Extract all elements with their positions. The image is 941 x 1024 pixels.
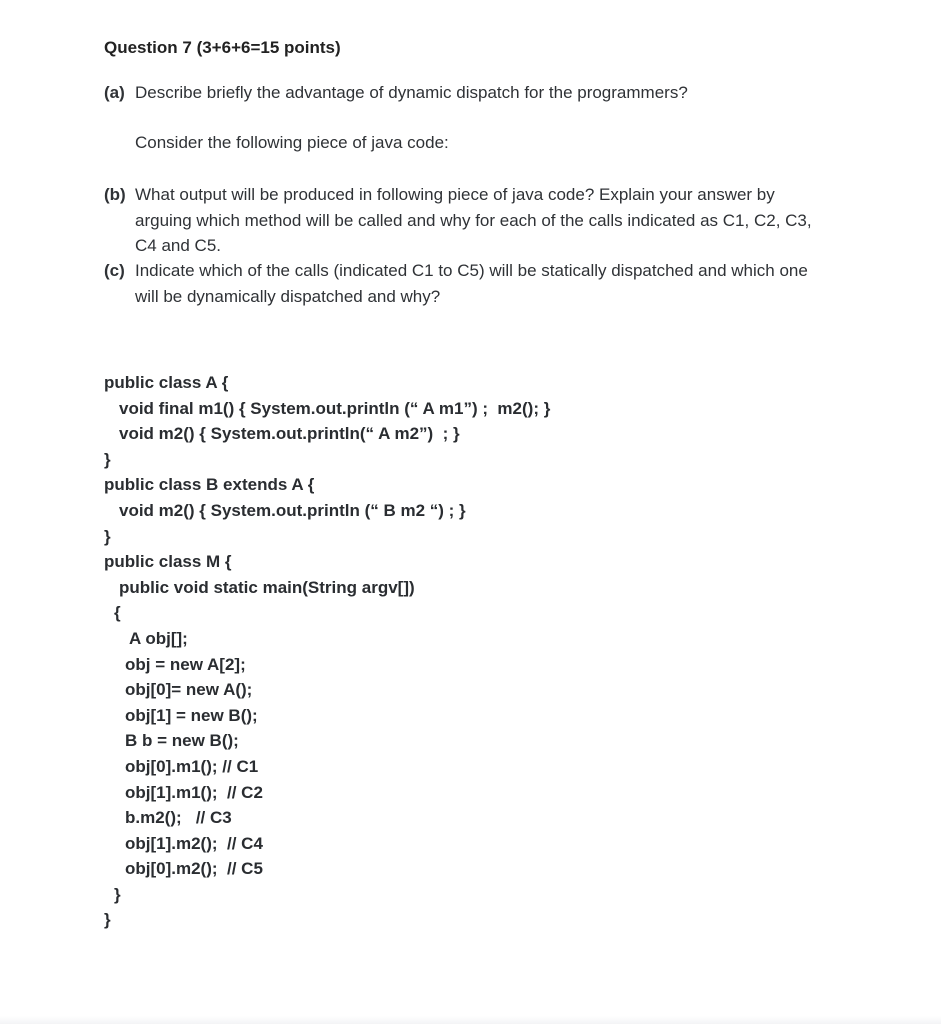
code-line: obj[1] = new B(); <box>125 706 258 725</box>
page-bottom-shade <box>0 1016 941 1024</box>
code-line: } <box>104 910 111 929</box>
code-line: public class A { <box>104 373 229 392</box>
part-text-line: will be dynamically dispatched and why? <box>135 286 441 306</box>
code-line: void final m1() { System.out.println (“ A m1”) ; m2(); } <box>119 399 551 418</box>
part-text-line: C4 and C5. <box>135 236 221 255</box>
code-line: void m2() { System.out.println(“ A m2”) ; } <box>119 424 460 443</box>
code-line: A obj[]; <box>129 629 188 648</box>
part-label: (a) <box>104 83 125 102</box>
code-line: } <box>104 450 111 469</box>
question-title: Question 7 (3+6+6=15 points) <box>104 38 341 57</box>
code-line: obj[0].m1(); // C1 <box>125 757 259 776</box>
question-part-b <box>104 182 904 259</box>
code-line: b.m2(); // C3 <box>125 808 232 827</box>
part-text-line: What output will be produced in following piece of java code? Explain your answer by <box>135 185 775 204</box>
part-text-line: arguing which method will be called and why for each of the calls indicated as C1, C2, C3, <box>135 210 812 230</box>
code-line: void m2() { System.out.println (“ B m2 “) ; } <box>119 501 466 520</box>
code-line: { <box>114 603 121 622</box>
code-line: public class B extends A { <box>104 475 315 494</box>
code-line: obj[1].m1(); // C2 <box>125 783 263 802</box>
code-line: obj = new A[2]; <box>125 655 246 674</box>
code-line: obj[1].m2(); // C4 <box>125 834 263 853</box>
code-line: } <box>114 885 121 904</box>
code-line: } <box>104 527 111 546</box>
part-text-line: Indicate which of the calls (indicated C1 to C5) will be statically dispatched and which one <box>135 261 808 280</box>
code-line: public void static main(String argv[]) <box>119 578 415 597</box>
code-line: obj[0].m2(); // C5 <box>125 859 263 878</box>
consider-text: Consider the following piece of java code: <box>135 133 449 152</box>
part-label: (c) <box>104 261 125 280</box>
code-line: public class M { <box>104 552 232 571</box>
code-line: B b = new B(); <box>125 731 239 750</box>
part-text-line: Describe briefly the advantage of dynamic dispatch for the programmers? <box>135 83 688 102</box>
part-label: (b) <box>104 185 126 204</box>
code-line: obj[0]= new A(); <box>125 680 253 699</box>
question-part-c <box>104 258 904 309</box>
question-part-a <box>104 80 904 106</box>
